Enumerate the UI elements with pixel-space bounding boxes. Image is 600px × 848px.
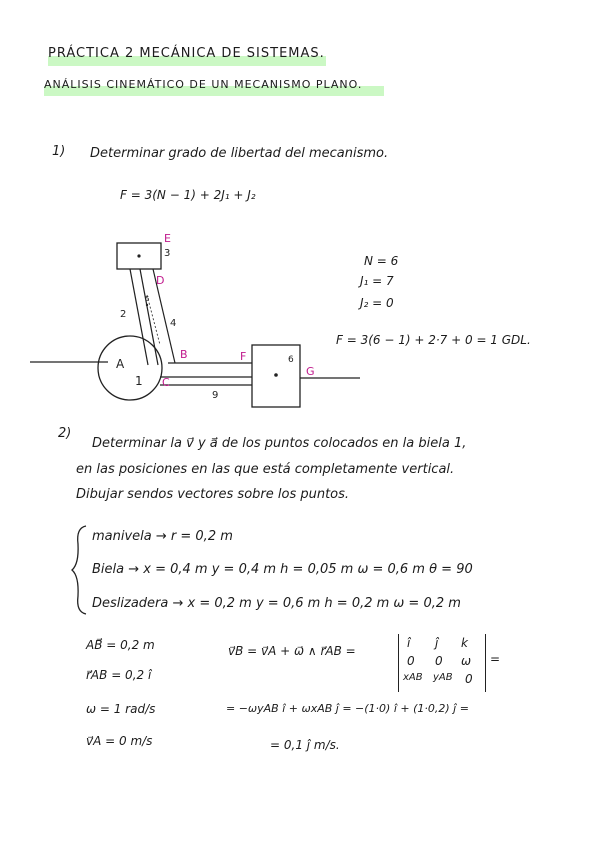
matrix-r3c1: xAB (403, 672, 423, 683)
q1-text: Determinar grado de libertad del mecanismo. (90, 146, 389, 161)
link-number-1: 1 (135, 374, 143, 388)
matrix-r2c2: 0 (435, 654, 443, 668)
label-g: G (306, 365, 315, 378)
link-pin (146, 304, 148, 306)
mechanism-diagram (0, 225, 600, 415)
calc-ab: AB⃗ = 0,2 m (86, 638, 155, 652)
matrix-r3c2: yAB (433, 672, 453, 683)
calc-vb: v⃗B = v⃗A + ω⃗ ∧ r⃗AB = (228, 644, 356, 658)
matrix-r2c3: ω (461, 654, 472, 668)
n-value: N = 6 (364, 254, 399, 268)
link-number-3: 3 (164, 248, 171, 259)
q2-number: 2) (58, 426, 72, 441)
label-e: E (164, 232, 171, 245)
j2-value: J₂ = 0 (360, 296, 394, 310)
link-number-9: 9 (212, 390, 219, 401)
q1-number: 1) (52, 144, 66, 159)
top-block-pin (137, 254, 140, 257)
q2-line-1: Determinar la v⃗ y a⃗ de los puntos colocados en la biela 1, (92, 436, 467, 451)
calc-rab: r⃗AB = 0,2 î (86, 668, 152, 682)
link-2-left (130, 269, 148, 365)
label-a: A (116, 357, 125, 371)
link-number-6: 6 (288, 355, 294, 365)
j1-value: J₁ = 7 (360, 274, 394, 288)
matrix-r1c1: î (407, 636, 411, 650)
matrix-r1c2: ĵ (435, 636, 439, 650)
calc-omega: ω = 1 rad/s (86, 702, 156, 716)
determinant-matrix (398, 634, 486, 692)
label-c: C (162, 376, 170, 389)
calc-va: v⃗A = 0 m/s (86, 734, 153, 748)
crank-disk (98, 336, 162, 400)
page-subtitle: ANÁLISIS CINEMÁTICO DE UN MECANISMO PLANO. (44, 78, 363, 91)
link-number-2: 2 (120, 309, 127, 320)
link-number-5: 5 (145, 295, 150, 303)
label-b: B (180, 348, 188, 361)
q2-line-3: Dibujar sendos vectores sobre los puntos. (76, 487, 350, 502)
q2-line-2: en las posiciones en las que está completamente vertical. (76, 462, 455, 477)
link-number-4: 4 (170, 318, 177, 329)
param-biela: Biela → x = 0,4 m y = 0,4 m h = 0,05 m ω = 0,6 m θ = 90 (92, 562, 473, 577)
label-d: D (156, 274, 165, 287)
calc-step-2: = −ωyAB î + ωxAB ĵ = −(1·0) î + (1·0,2) ĵ = (226, 702, 469, 715)
page-title: PRÁCTICA 2 MECÁNICA DE SISTEMAS. (48, 46, 325, 61)
param-manivela: manivela → r = 0,2 m (92, 529, 233, 544)
parameters-brace (70, 524, 90, 616)
calc-step-3: = 0,1 ĵ m/s. (270, 738, 340, 752)
matrix-equals: = (490, 652, 501, 666)
slider-pin (274, 373, 278, 377)
matrix-r3c3: 0 (465, 672, 473, 686)
param-deslizadera: Deslizadera → x = 0,2 m y = 0,6 m h = 0,2 m ω = 0,2 m (92, 596, 461, 611)
gdl-result: F = 3(6 − 1) + 2·7 + 0 = 1 GDL. (336, 333, 531, 347)
q1-formula: F = 3(N − 1) + 2J₁ + J₂ (120, 188, 256, 202)
matrix-r1c3: k (461, 636, 468, 650)
matrix-r2c1: 0 (407, 654, 415, 668)
label-f: F (240, 350, 247, 363)
